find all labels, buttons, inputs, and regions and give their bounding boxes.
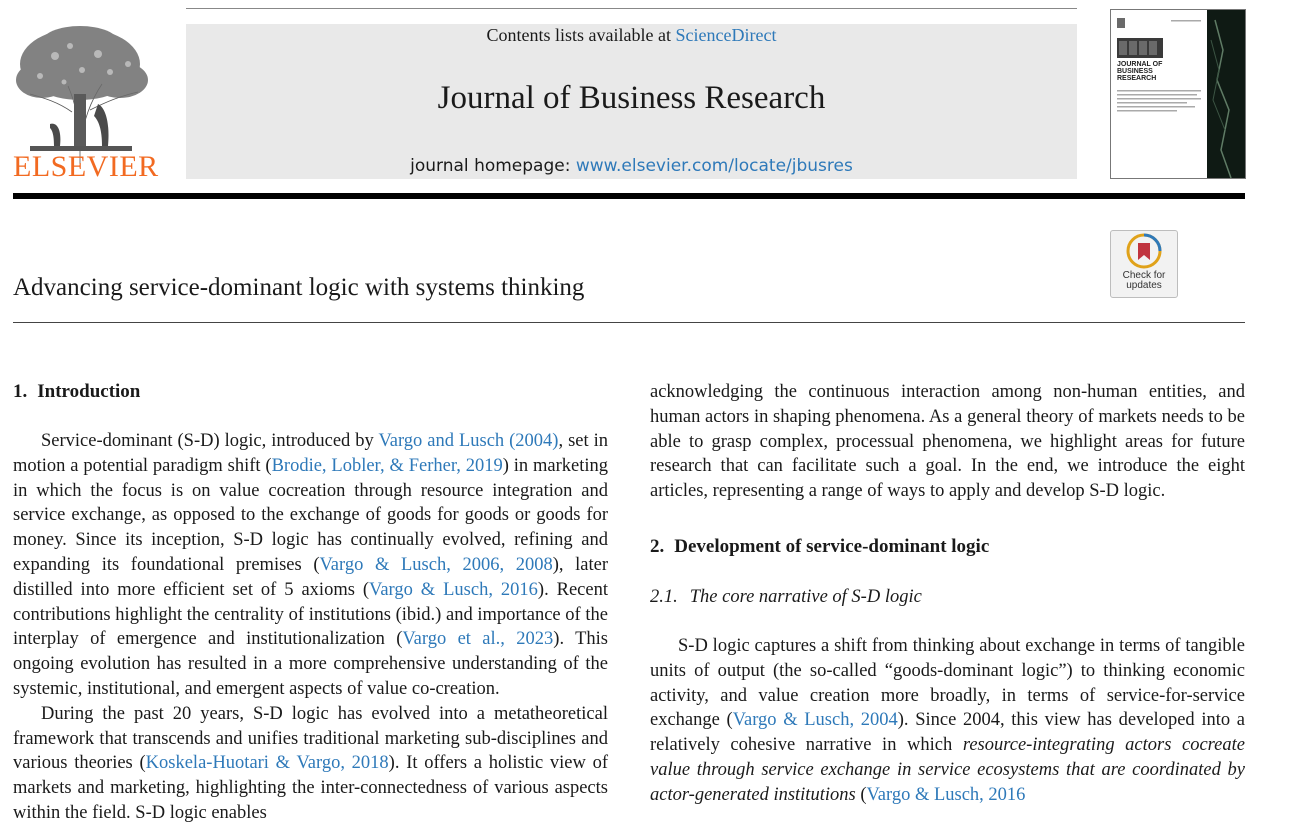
homepage-line (186, 155, 1077, 177)
publisher-name: ELSEVIER (13, 150, 159, 183)
text-run: ). Since 2004, this view has developed into a relatively cohesive narrative in which (650, 710, 1245, 756)
check-updates-icon (1111, 231, 1177, 271)
section-number: 1. (13, 381, 28, 402)
contents-prefix: Contents lists available at (486, 25, 676, 45)
text-run: ) in marketing in which the focus is on value cocreation through resource integration and service exchange, as opposed to the exchange of goods for goods or goods for money. Since its inception, S-D logic has continually evolved, refining and expanding its foundational premises ( (13, 455, 608, 575)
spacer (650, 504, 1245, 535)
text-run: Service-dominant (S-D) logic, introduced by (41, 431, 379, 451)
text-run: During the past 20 years, S-D logic has evolved into a metatheoretical framework that transcends and unifies traditional marketing sub-disciplines and various theories ( (13, 703, 608, 774)
citation-link[interactable]: Vargo and Lusch (2004) (378, 431, 559, 451)
check-updates-line-2: updates (1126, 280, 1162, 291)
text-run: ( (855, 784, 867, 805)
check-updates-label (1111, 271, 1177, 291)
paragraph (650, 634, 1245, 808)
citation-link[interactable]: Koskela-Huotari & Vargo, 2018 (145, 753, 389, 774)
text-run: S-D logic captures a shift from thinking about exchange in terms of tangible units of output (the so-called “goods-dominant logic”) to thinking economic activity, and value creation more broadly, in terms of service-for-service exchange ( (650, 635, 1245, 731)
spacer (650, 559, 1245, 585)
right-column (650, 380, 1245, 808)
homepage-prefix: journal homepage: (410, 156, 576, 176)
contents-line (186, 24, 1077, 46)
text-run: ), later distilled into more efficient set of 5 axioms ( (13, 554, 609, 600)
cover-art (1111, 10, 1245, 178)
section-heading-development (650, 535, 1245, 559)
section-title: Introduction (37, 381, 141, 402)
subsection-heading (650, 585, 1245, 609)
citation-link[interactable]: Brodie, Lobler, & Ferher, 2019 (271, 455, 503, 476)
check-updates-line-1: Check for (1122, 270, 1166, 281)
citation-link[interactable]: Vargo et al., 2023 (402, 629, 554, 650)
citation-link[interactable]: Vargo & Lusch, 2016 (866, 784, 1026, 805)
citation-link[interactable]: Vargo & Lusch, 2006, 2008 (319, 554, 553, 575)
spacer (650, 609, 1245, 634)
sciencedirect-link[interactable]: ScienceDirect (675, 25, 777, 45)
subsection-title: The core narrative of S-D logic (689, 586, 922, 607)
journal-masthead (186, 24, 1077, 179)
section-title: Development of service-dominant logic (674, 535, 990, 557)
citation-link[interactable]: Vargo & Lusch, 2004 (732, 710, 898, 731)
cover-title (1117, 61, 1162, 82)
check-for-updates-button[interactable] (1110, 230, 1178, 298)
cover-title-line-3: RESEARCH (1117, 75, 1157, 82)
citation-link[interactable]: Vargo & Lusch, 2016 (369, 579, 538, 600)
section-number: 2. (650, 535, 665, 557)
article-title: Advancing service-dominant logic with systems thinking (13, 274, 585, 301)
section-heading-introduction (13, 380, 608, 404)
paragraph (13, 702, 608, 826)
text-run: , set in motion a potential paradigm shift ( (13, 431, 608, 476)
header-top-rule (186, 8, 1077, 9)
subsection-number: 2.1. (650, 586, 678, 607)
journal-cover-thumbnail[interactable] (1110, 9, 1246, 179)
spacer (13, 404, 608, 429)
text-run: ). This ongoing evolution has resulted in a more comprehensive understanding of the systemic, institutional, and emergent aspects of value co-creation. (13, 629, 608, 699)
emphasized-text: resource-integrating actors cocreate value through service exchange in service ecosystems that are coordinated by actor-generated institutions (650, 735, 1245, 805)
header-divider (13, 193, 1245, 199)
title-divider (13, 322, 1245, 323)
paragraph (13, 429, 608, 702)
text-run: ). It offers a holistic view of markets and marketing, highlighting the inter-connectedness of various aspects within the field. S-D logic enables (13, 753, 609, 823)
journal-title[interactable]: Journal of Business Research (437, 80, 826, 116)
left-column (13, 380, 608, 826)
text-run: ). Recent contributions highlight the centrality of institutions (ibid.) and importance of the interplay of emergence and institutionalization ( (13, 579, 608, 650)
journal-homepage-link[interactable]: www.elsevier.com/locate/jbusres (575, 156, 853, 176)
cover-title-line-1: JOURNAL OF (1117, 61, 1163, 68)
cover-title-line-2: BUSINESS (1117, 68, 1153, 75)
paragraph: acknowledging the continuous interaction among non-human entities, and human actors in shaping phenomena. As a general theory of markets needs to be able to grasp complex, processual phenomena, we highlight areas for future research that can facilitate such a goal. In the end, we introduce the eight articles, representing a range of ways to apply and develop S-D logic. (650, 382, 1245, 502)
